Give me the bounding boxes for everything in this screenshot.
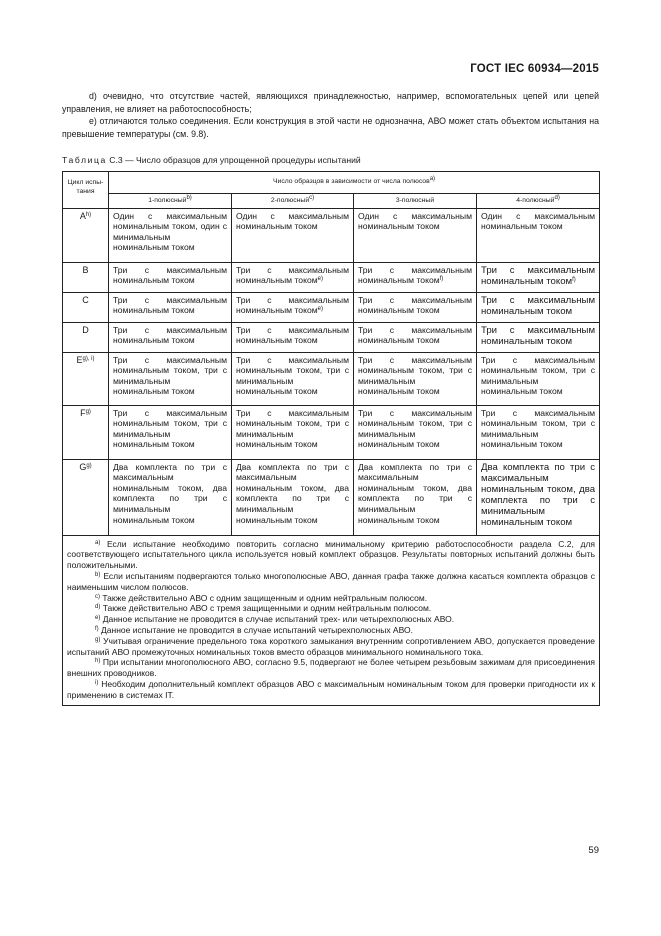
table-cell: [232, 352, 354, 405]
cell-text: Три с максимальным номинальным током: [236, 264, 349, 286]
cell-text: Два комплекта по три с максимальным номинальным током, два комплекта по три с минимальным номинальным током: [358, 461, 472, 525]
table-row-a: [63, 208, 600, 262]
column-header-2-pole: [232, 194, 354, 209]
footnote-mark: e): [95, 615, 101, 622]
table-cell: [354, 352, 477, 405]
table-cell: [477, 405, 600, 459]
table-cell: [354, 405, 477, 459]
column-header-4-pole: [477, 194, 600, 209]
table-cell: [477, 262, 600, 292]
table-cell: [232, 208, 354, 262]
intro-text: [62, 90, 599, 140]
cell-text: Три с максимальным номинальным током: [113, 264, 227, 286]
cell-text: Один с максимальным номинальным током: [236, 210, 349, 232]
column-header-label: 1-полюсный: [148, 197, 187, 204]
samples-group-header: [109, 172, 600, 194]
cell-text: Три с максимальным номинальным током, три с минимальным номинальным током: [113, 407, 227, 450]
cycle-letter: F: [80, 407, 86, 418]
footnote: [67, 636, 595, 658]
cell-text: Три с максимальным номинальным током, три с минимальным номинальным током: [113, 354, 227, 397]
cell-text: Два комплекта по три с максимальным номинальным током, два комплекта по три с минимальным номинальным током: [236, 461, 349, 525]
document-code: ГОСТ IEC 60934—2015: [470, 63, 599, 75]
footnote-mark: c): [95, 593, 100, 600]
intro-paragraph-e: е) отличаются только соединения. Если конструкция в этой части не однозначна, АВО может стать объектом испытания на превышение температуры (см. 9.8).: [62, 116, 599, 139]
footnote: [67, 539, 595, 571]
table-row-c: [63, 292, 600, 322]
cycle-letter: D: [82, 324, 89, 335]
cycle-letter: G: [79, 461, 87, 472]
column-header-label: 3-полюсный: [395, 197, 435, 204]
table-cell: [109, 459, 232, 535]
cell-text: Три с максимальным номинальным током: [358, 324, 472, 346]
table-cell: [109, 405, 232, 459]
footnote-text: При испытании многополюсного АВО, согласно 9.5, подвергают не более четырем резьбовым зажимам для присоединения внешних проводников.: [67, 657, 596, 679]
cell-note: f): [439, 276, 444, 283]
footnote-text: Если испытание необходимо повторить согласно минимальному критерию работоспособности раздела С.2, для соответствующего испытательного цикла используется новый комплект образцов. Результаты повторных испытаний должны быть положительными.: [67, 538, 596, 571]
table-cell: [477, 292, 600, 322]
table-cell: [354, 292, 477, 322]
footnote: [67, 657, 595, 679]
footnote: [67, 571, 595, 593]
cell-text: Три с максимальным номинальным током, три с минимальным номинальным током: [358, 407, 472, 450]
page-number: 59: [588, 845, 599, 856]
footnote-text: Данное испытание не проводится в случае испытаний четырехполюсных АВО.: [101, 624, 413, 635]
cell-text: Два комплекта по три с максимальным номинальным током, два комплекта по три с минимальным номинальным током: [481, 461, 596, 528]
table-row-e: [63, 352, 600, 405]
samples-group-header-note: a): [429, 176, 436, 182]
table-cell: [232, 405, 354, 459]
table-caption-text: С.3 — Число образцов для упрощенной процедуры испытаний: [109, 155, 361, 165]
cell-text: Три с максимальным номинальным током: [113, 324, 227, 346]
column-header-label: 4-полюсный: [516, 197, 555, 204]
cell-text: Три с максимальным номинальным током: [358, 294, 472, 316]
table-cell: [354, 208, 477, 262]
table-cell: [109, 292, 232, 322]
cell-text: Три с максимальным номинальным током, три с минимальным номинальным током: [481, 354, 596, 397]
column-header-label: 2-полюсный: [270, 197, 310, 204]
cell-note: e): [317, 276, 323, 283]
cycle-label: [63, 459, 109, 535]
table-cell: [477, 459, 600, 535]
footnote: [67, 679, 595, 701]
cell-text: Три с максимальным номинальным током: [481, 264, 596, 287]
cell-text: Три с максимальным номинальным током: [481, 324, 596, 347]
cell-text: Один с максимальным номинальным током: [358, 210, 472, 232]
footnote-mark: b): [95, 571, 101, 578]
footnote: [67, 603, 595, 614]
cell-text: Три с максимальным номинальным током: [358, 264, 472, 286]
footnote-text: Данное испытание не проводится в случае испытаний трех- или четырехполюсных АВО.: [102, 614, 455, 625]
footnote-mark: i): [95, 679, 99, 686]
cell-text: Один с максимальным номинальным током: [481, 210, 596, 232]
table-row-d: [63, 322, 600, 352]
footnote-mark: d): [95, 604, 101, 611]
table-footnotes: [63, 535, 600, 705]
cell-text: Три с максимальным номинальным током, три с минимальным номинальным током: [358, 354, 472, 397]
footnote-text: Также действительно АВО с одним защищенным и одним нейтральным полюсом.: [102, 592, 428, 603]
table-cell: [232, 262, 354, 292]
cell-note: e): [317, 306, 323, 313]
cycle-letter: C: [82, 294, 89, 305]
footnote: [67, 614, 595, 625]
cell-text: Три с максимальным номинальным током, три с минимальным номинальным током: [481, 407, 596, 450]
column-header-note: c): [309, 195, 315, 201]
cycle-note: g): [85, 408, 91, 415]
cycle-letter: E: [76, 354, 83, 365]
footnote-text: Если испытаниям подвергаются только многополюсные АВО, данная графа также должна касаться комплекта образцов с наименьшим числом полюсов.: [67, 570, 596, 592]
table-row-f: [63, 405, 600, 459]
footnote-mark: f): [95, 625, 99, 632]
column-header-3-pole: [354, 194, 477, 209]
column-header-note: d): [554, 195, 560, 201]
footnote: [67, 593, 595, 604]
cell-text: Один с максимальным номинальным током, один с минимальным номинальным током: [113, 210, 227, 253]
table-row-b: [63, 262, 600, 292]
table-caption: [62, 155, 361, 165]
cycle-label: [63, 262, 109, 292]
cell-text: Три с максимальным номинальным током: [113, 294, 227, 316]
cycle-letter: B: [82, 264, 89, 275]
cycle-label: [63, 292, 109, 322]
cell-text: Два комплекта по три с максимальным номинальным током, два комплекта по три с минимальным номинальным током: [113, 461, 227, 525]
table-cell: [477, 352, 600, 405]
cell-text: Три с максимальным номинальным током, три с минимальным номинальным током: [236, 354, 349, 397]
samples-group-header-text: Число образцов в зависимости от числа полюсов: [273, 178, 430, 185]
footnote-text: Также действительно АВО с тремя защищенными и одним нейтральным полюсом.: [102, 603, 432, 614]
cell-text: Три с максимальным номинальным током: [236, 324, 349, 346]
cycle-note: h): [85, 211, 92, 218]
table-cell: [109, 352, 232, 405]
table-cell: [232, 459, 354, 535]
table-cell: [354, 322, 477, 352]
cell-note: f): [572, 276, 576, 283]
table-cell: [477, 208, 600, 262]
table-cell: [232, 322, 354, 352]
cycle-letter: A: [79, 210, 86, 221]
table-cell: [354, 459, 477, 535]
samples-table: [62, 171, 600, 706]
footnote-text: Учитывая ограничение предельного тока короткого замыкания внутренним сопротивлением АВО, допускается проведение испытаний АВО промежуточных номинальных токов вместо образцов минимального номинального тока.: [67, 635, 596, 657]
table-cell: [109, 262, 232, 292]
footnote: [67, 625, 595, 636]
footnote-text: Необходим дополнительный комплект образцов АВО с максимальным номинальным током для проверки пригодности их к применению в системах IT.: [67, 678, 596, 700]
column-header-note: b): [186, 195, 192, 201]
table-cell: [477, 322, 600, 352]
cycle-column-header: Цикл испы-тания: [63, 172, 109, 209]
cycle-label: [63, 208, 109, 262]
cycle-note: g), i): [82, 355, 95, 362]
cycle-label: [63, 352, 109, 405]
column-header-1-pole: [109, 194, 232, 209]
footnotes-row: [63, 535, 600, 705]
cycle-note: g): [86, 462, 92, 469]
cycle-label: [63, 405, 109, 459]
cycle-label: [63, 322, 109, 352]
footnote-mark: g): [95, 636, 101, 643]
footnote-mark: a): [95, 539, 101, 546]
cell-text: Три с максимальным номинальным током: [481, 294, 596, 317]
cell-text: Три с максимальным номинальным током: [236, 294, 349, 316]
intro-paragraph-d: d) очевидно, что отсутствие частей, являющихся принадлежностью, например, вспомогательных цепей или цепей управления, не влияет на работоспособность;: [62, 91, 599, 114]
footnote-mark: h): [95, 658, 101, 665]
table-cell: [109, 208, 232, 262]
table-caption-label: Таблица: [62, 155, 107, 165]
table-cell: [109, 322, 232, 352]
table-cell: [354, 262, 477, 292]
table-row-g: [63, 459, 600, 535]
table-cell: [232, 292, 354, 322]
cell-text: Три с максимальным номинальным током, три с минимальным номинальным током: [236, 407, 349, 450]
